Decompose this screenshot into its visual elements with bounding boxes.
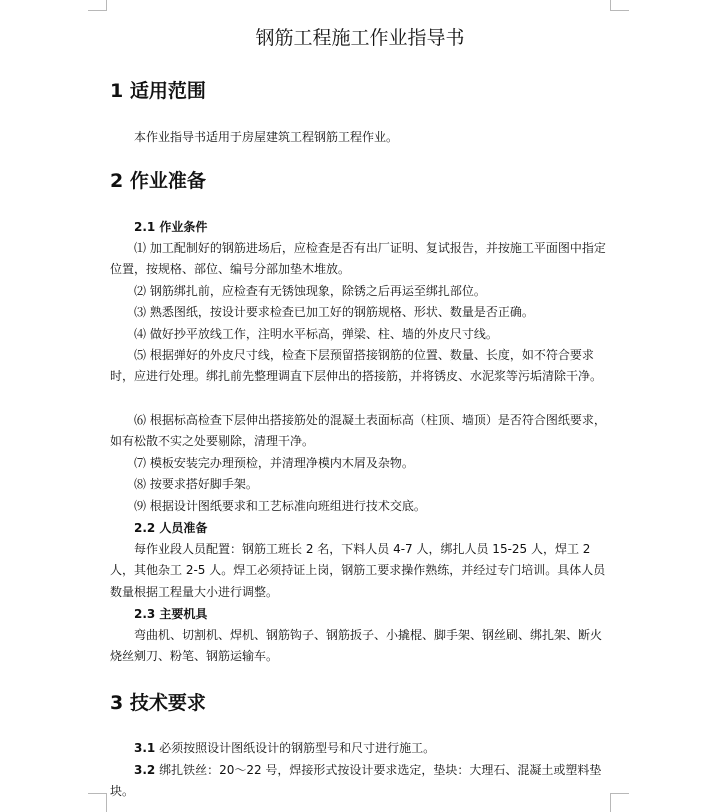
condition-item-7: ⑺ 模板安装完办理预检，并清理净模内木屑及杂物。	[134, 456, 414, 470]
section-2-heading: 2 作业准备	[110, 170, 206, 192]
section-2-2-heading: 2.2 人员准备	[134, 521, 208, 535]
section-1-heading: 1 适用范围	[110, 80, 206, 102]
section-2-1-heading: 2.1 作业条件	[134, 220, 208, 234]
condition-item-1: ⑴ 加工配制好的钢筋进场后，应检查是否有出厂证明、复试报告，并按施工平面图中指定位置，按规格、部位、编号分部加垫木堆放。	[110, 241, 606, 277]
section-1-text: 本作业指导书适用于房屋建筑工程钢筋工程作业。	[134, 130, 399, 144]
tech-requirement-1	[110, 738, 606, 759]
tech-requirement-1-number: 3.1	[134, 741, 156, 755]
condition-item-6: ⑹ 根据标高检查下层伸出搭接筋处的混凝土表面标高（柱顶、墙顶）是否符合图纸要求，如有松散不实之处要剔除，清理干净。	[110, 413, 606, 449]
tech-requirement-1-text: 必须按照设计图纸设计的钢筋型号和尺寸进行施工。	[155, 741, 436, 755]
equipment-text: 弯曲机、切割机、焊机、钢筋钩子、钢筋扳子、小撬棍、脚手架、钢丝刷、绑扎架、断火烧丝剜刀、粉笔、钢筋运输车。	[110, 628, 603, 664]
crop-mark-top-right	[610, 0, 629, 11]
personnel-text: 每作业段人员配置：钢筋工班长 2 名，下料人员 4-7 人，绑扎人员 15-25 人，焊工 2 人，其他杂工 2-5 人。焊工必须持证上岗，钢筋工要求操作熟练，并经过专门培训。具体人员数量根据工程量大小进行调整。	[110, 542, 606, 599]
section-2-3-heading: 2.3 主要机具	[134, 607, 208, 621]
condition-item-4: ⑷ 做好抄平放线工作，注明水平标高，弹梁、柱、墙的外皮尺寸线。	[134, 327, 498, 341]
crop-mark-bottom-right	[610, 793, 629, 812]
crop-mark-bottom-left	[88, 793, 107, 812]
condition-item-9: ⑼ 根据设计图纸要求和工艺标准向班组进行技术交底。	[134, 499, 426, 513]
condition-item-3: ⑶ 熟悉图纸，按设计要求检查已加工好的钢筋规格、形状、数量是否正确。	[134, 305, 534, 319]
tech-requirement-2-number: 3.2	[134, 763, 156, 777]
document-title: 钢筋工程施工作业指导书	[255, 27, 465, 49]
crop-mark-top-left	[88, 0, 107, 11]
condition-item-8: ⑻ 按要求搭好脚手架。	[134, 477, 258, 491]
condition-item-2: ⑵ 钢筋绑扎前，应检查有无锈蚀现象，除锈之后再运至绑扎部位。	[134, 284, 486, 298]
tech-requirement-2-text: 绑扎铁丝：20～22 号，焊接形式按设计要求选定，垫块：大理石、混凝土或塑料垫块。	[110, 763, 602, 799]
condition-item-5: ⑸ 根据弹好的外皮尺寸线，检查下层预留搭接钢筋的位置、数量、长度，如不符合要求时，应进行处理。绑扎前先整理调直下层伸出的搭接筋，并将锈皮、水泥浆等污垢清除干净。	[110, 348, 603, 384]
tech-requirement-2	[110, 760, 606, 803]
section-3-heading: 3 技术要求	[110, 692, 206, 714]
